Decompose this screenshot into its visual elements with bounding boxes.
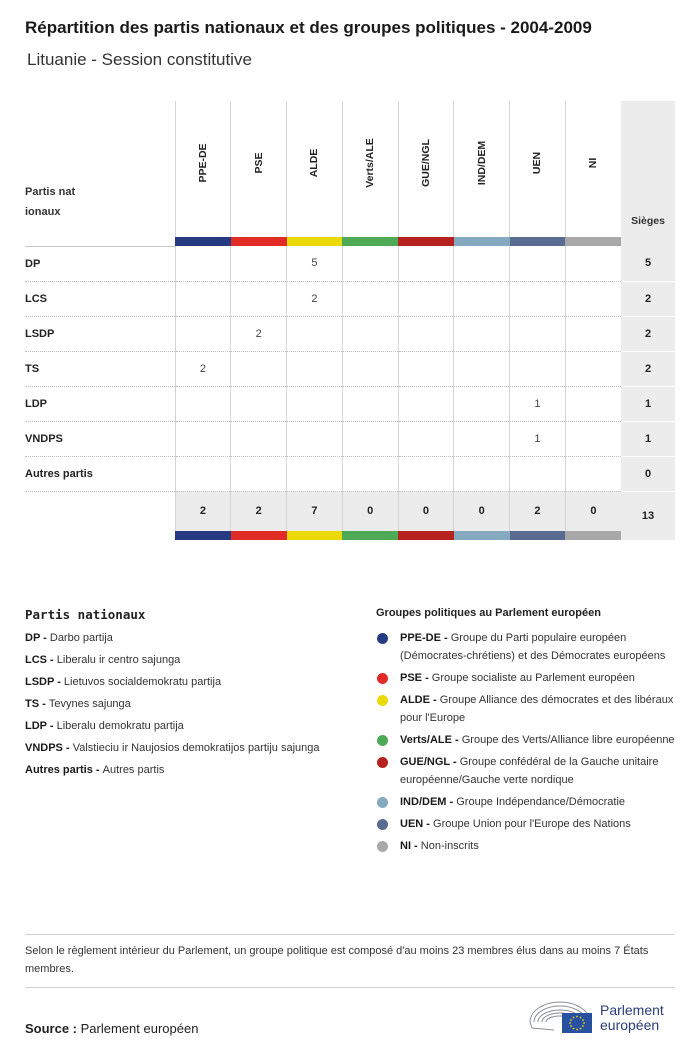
- page-subtitle: Lituanie - Session constitutive: [27, 50, 252, 69]
- seat-count-cell: [565, 246, 621, 281]
- footnote: Selon le règlement intérieur du Parlement, un groupe politique est composé d'au moins 23 membres élus dans au moins 7 États membres.: [25, 945, 649, 975]
- row-total-seats: 2: [621, 351, 675, 386]
- seat-count-cell: [398, 351, 454, 386]
- party-column-header: Partis nationaux: [25, 186, 76, 218]
- group-column-header: [398, 101, 454, 237]
- group-color-bar: [510, 531, 566, 540]
- seat-count-cell: [398, 386, 454, 421]
- seat-count-cell: [565, 351, 621, 386]
- group-color-dot-icon: [377, 797, 388, 808]
- group-color-bar-row: [25, 237, 675, 246]
- seat-count-cell: [565, 316, 621, 351]
- seat-count-cell: [565, 421, 621, 456]
- grand-total-seats: 13: [621, 491, 675, 540]
- political-group-legend-item: UEN - Groupe Union pour l'Europe des Nations: [376, 815, 676, 833]
- seat-count-cell: [231, 246, 287, 281]
- group-header-label: PPE-DE: [196, 143, 209, 183]
- seat-count-cell: [454, 351, 510, 386]
- party-name-cell: Autres partis: [25, 456, 175, 491]
- group-color-bar: [231, 531, 287, 540]
- party-name-cell: TS: [25, 351, 175, 386]
- group-color-bar: [565, 531, 621, 540]
- row-total-seats: 1: [621, 421, 675, 456]
- political-group-legend-item: NI - Non-inscrits: [376, 837, 676, 855]
- seat-count-cell: [342, 386, 398, 421]
- party-name-cell: LCS: [25, 281, 175, 316]
- table-row: [25, 456, 675, 491]
- group-column-header: [231, 101, 287, 237]
- political-group-legend-item: IND/DEM - Groupe Indépendance/Démocratie: [376, 793, 676, 811]
- page-title: Répartition des partis nationaux et des groupes politiques - 2004-2009: [25, 18, 592, 37]
- group-total-cell: 7: [287, 491, 343, 531]
- distribution-table: [25, 101, 675, 540]
- group-header-label: ALDE: [308, 148, 321, 178]
- group-color-bar: [510, 237, 566, 246]
- seat-count-cell: [175, 316, 231, 351]
- row-total-seats: 1: [621, 386, 675, 421]
- group-color-dot-icon: [377, 757, 388, 768]
- group-color-bar: [287, 237, 343, 246]
- group-color-bar: [342, 531, 398, 540]
- seat-count-cell: [510, 456, 566, 491]
- table-row: [25, 421, 675, 456]
- group-header-label: IND/DEM: [475, 140, 488, 186]
- group-color-bar: [454, 237, 510, 246]
- group-total-cell: 0: [398, 491, 454, 531]
- group-header-label: GUE/NGL: [419, 139, 432, 187]
- seat-count-cell: 2: [287, 281, 343, 316]
- seat-count-cell: [510, 281, 566, 316]
- row-total-seats: 0: [621, 456, 675, 491]
- seat-count-cell: [398, 316, 454, 351]
- group-color-dot-icon: [377, 841, 388, 852]
- seat-count-cell: [565, 456, 621, 491]
- group-total-cell: 0: [342, 491, 398, 531]
- group-color-dot-icon: [377, 819, 388, 830]
- group-total-cell: 0: [565, 491, 621, 531]
- seat-count-cell: [287, 421, 343, 456]
- political-group-legend-item: GUE/NGL - Groupe confédéral de la Gauche unitaire européenne/Gauche verte nordique: [376, 753, 676, 789]
- seat-count-cell: [342, 351, 398, 386]
- national-party-legend-item: TS - Tevynes sajunga: [25, 698, 131, 710]
- totals-row: [25, 491, 675, 531]
- group-color-dot-icon: [377, 673, 388, 684]
- hemicycle-icon: [528, 996, 594, 1036]
- seat-count-cell: [231, 456, 287, 491]
- seat-count-cell: [287, 456, 343, 491]
- seat-count-cell: [454, 316, 510, 351]
- seat-count-cell: [398, 246, 454, 281]
- table-row: [25, 281, 675, 316]
- party-name-cell: LSDP: [25, 316, 175, 351]
- seat-count-cell: [398, 421, 454, 456]
- political-groups-legend: [376, 607, 676, 859]
- seat-count-cell: [287, 316, 343, 351]
- seat-count-cell: [175, 421, 231, 456]
- seat-count-cell: 2: [231, 316, 287, 351]
- group-total-cell: 2: [231, 491, 287, 531]
- logo-text: Parlement européen: [600, 1002, 664, 1033]
- seats-column-header: Sièges: [621, 101, 675, 237]
- seat-count-cell: 5: [287, 246, 343, 281]
- seat-count-cell: [287, 386, 343, 421]
- group-color-dot-icon: [377, 735, 388, 746]
- seat-count-cell: 1: [510, 386, 566, 421]
- group-total-cell: 0: [454, 491, 510, 531]
- group-color-dot-icon: [377, 633, 388, 644]
- seat-count-cell: [454, 246, 510, 281]
- seat-count-cell: [454, 386, 510, 421]
- group-column-header: [454, 101, 510, 237]
- seat-count-cell: [342, 456, 398, 491]
- party-name-cell: DP: [25, 246, 175, 281]
- seat-count-cell: 1: [510, 421, 566, 456]
- seat-count-cell: [565, 281, 621, 316]
- group-header-label: Verts/ALE: [364, 138, 377, 188]
- national-party-legend-item: DP - Darbo partija: [25, 632, 113, 644]
- seat-count-cell: [510, 246, 566, 281]
- table-header-row: [25, 101, 675, 237]
- source-label: Source :: [25, 1021, 78, 1036]
- group-color-bar: [231, 237, 287, 246]
- group-column-header: [342, 101, 398, 237]
- group-column-header: [565, 101, 621, 237]
- group-color-bar: [565, 237, 621, 246]
- row-total-seats: 2: [621, 281, 675, 316]
- national-parties-legend: [25, 607, 325, 783]
- party-name-cell: VNDPS: [25, 421, 175, 456]
- table-row: [25, 246, 675, 281]
- row-total-seats: 2: [621, 316, 675, 351]
- group-total-cell: 2: [175, 491, 231, 531]
- group-color-bar-row-bottom: [25, 531, 675, 540]
- group-color-bar: [398, 531, 454, 540]
- seat-count-cell: [231, 386, 287, 421]
- seat-count-cell: [454, 421, 510, 456]
- seat-count-cell: 2: [175, 351, 231, 386]
- seat-count-cell: [175, 281, 231, 316]
- source-value: Parlement européen: [77, 1021, 199, 1036]
- group-color-dot-icon: [377, 695, 388, 706]
- divider: [25, 987, 675, 988]
- source-line: [25, 1021, 198, 1036]
- group-color-bar: [342, 237, 398, 246]
- table-row: [25, 386, 675, 421]
- national-party-legend-item: Autres partis - Autres partis: [25, 764, 165, 776]
- group-header-label: NI: [587, 157, 600, 169]
- political-group-legend-item: Verts/ALE - Groupe des Verts/Alliance libre européenne: [376, 731, 676, 749]
- seat-count-cell: [287, 351, 343, 386]
- group-color-bar: [175, 237, 231, 246]
- seat-count-cell: [454, 281, 510, 316]
- group-header-label: PSE: [252, 152, 265, 174]
- seat-count-cell: [510, 351, 566, 386]
- seat-count-cell: [565, 386, 621, 421]
- seat-count-cell: [454, 456, 510, 491]
- seat-count-cell: [231, 281, 287, 316]
- row-total-seats: 5: [621, 246, 675, 281]
- seat-count-cell: [398, 281, 454, 316]
- political-group-legend-item: PPE-DE - Groupe du Parti populaire européen (Démocrates-chrétiens) et des Démocrates européens: [376, 629, 676, 665]
- divider: [25, 934, 675, 935]
- seat-count-cell: [231, 351, 287, 386]
- seat-count-cell: [342, 421, 398, 456]
- group-column-header: [287, 101, 343, 237]
- seat-count-cell: [175, 386, 231, 421]
- national-party-legend-item: LDP - Liberalu demokratu partija: [25, 720, 184, 732]
- seat-count-cell: [342, 281, 398, 316]
- political-group-legend-item: ALDE - Groupe Alliance des démocrates et des libéraux pour l'Europe: [376, 691, 676, 727]
- group-column-header: [510, 101, 566, 237]
- group-header-label: UEN: [531, 151, 544, 175]
- political-groups-legend-title: Groupes politiques au Parlement européen: [376, 607, 601, 619]
- national-party-legend-item: VNDPS - Valstieciu ir Naujosios demokratijos partiju sajunga: [25, 742, 320, 754]
- group-color-bar: [398, 237, 454, 246]
- group-color-bar: [454, 531, 510, 540]
- political-group-legend-item: PSE - Groupe socialiste au Parlement européen: [376, 669, 676, 687]
- national-party-legend-item: LSDP - Lietuvos socialdemokratu partija: [25, 676, 222, 688]
- seat-count-cell: [175, 246, 231, 281]
- parliament-logo: [528, 996, 678, 1036]
- group-color-bar: [175, 531, 231, 540]
- seat-count-cell: [510, 316, 566, 351]
- group-color-bar: [287, 531, 343, 540]
- seat-count-cell: [398, 456, 454, 491]
- seat-count-cell: [175, 456, 231, 491]
- table-row: [25, 351, 675, 386]
- seat-count-cell: [342, 246, 398, 281]
- seat-count-cell: [342, 316, 398, 351]
- national-parties-legend-title: Partis nationaux: [25, 607, 146, 622]
- group-total-cell: 2: [510, 491, 566, 531]
- party-name-cell: LDP: [25, 386, 175, 421]
- group-column-header: [175, 101, 231, 237]
- table-row: [25, 316, 675, 351]
- seat-count-cell: [231, 421, 287, 456]
- national-party-legend-item: LCS - Liberalu ir centro sajunga: [25, 654, 181, 666]
